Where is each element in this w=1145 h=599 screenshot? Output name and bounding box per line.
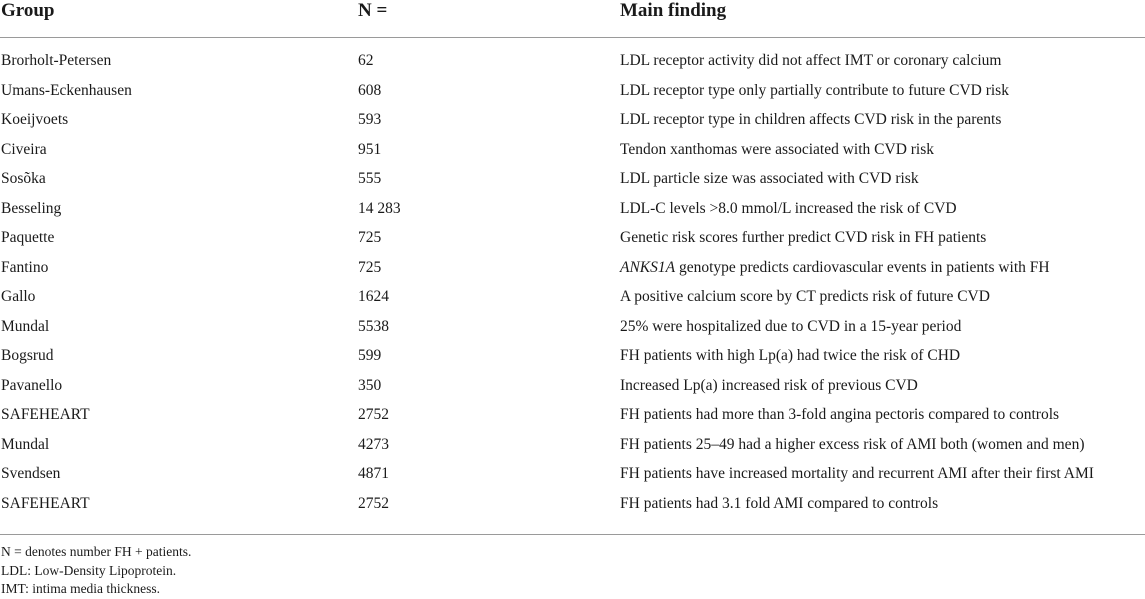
- table-row: [0, 405, 1145, 435]
- cell-n: 5538: [358, 317, 389, 335]
- table-footnotes: [1, 543, 191, 599]
- table-row: [0, 169, 1145, 199]
- cell-group: Svendsen: [1, 465, 61, 482]
- cell-group: Koeijvoets: [1, 111, 69, 128]
- table-header-row: [0, 0, 1145, 38]
- footnote-imt-definition: IMT: intima media thickness.: [1, 581, 161, 596]
- table-row: [0, 494, 1145, 520]
- cell-n: 62: [358, 52, 374, 69]
- finding-text: genotype predicts cardiovascular events in patients with FH: [675, 258, 1050, 276]
- cell-main-finding: LDL receptor type only partially contribute to future CVD risk: [620, 81, 1009, 99]
- cell-n: 725: [358, 229, 382, 246]
- cell-n: 608: [358, 81, 382, 99]
- cell-main-finding: LDL receptor activity did not affect IMT or coronary calcium: [620, 52, 1002, 69]
- table-row: [0, 317, 1145, 347]
- cell-main-finding: FH patients had 3.1 fold AMI compared to controls: [620, 494, 939, 512]
- cell-n: 4871: [358, 465, 389, 482]
- cell-main-finding: FH patients have increased mortality and recurrent AMI after their first AMI: [620, 465, 1094, 482]
- table-row: [0, 228, 1145, 258]
- cell-main-finding: Genetic risk scores further predict CVD risk in FH patients: [620, 229, 987, 246]
- table-spacer: [0, 38, 1145, 52]
- header-n: N =: [358, 0, 620, 38]
- cell-group: Mundal: [1, 435, 50, 453]
- cell-group: SAFEHEART: [1, 494, 90, 512]
- cell-n: 599: [358, 347, 382, 364]
- gene-name: ANKS1A: [620, 258, 676, 276]
- table-row: [0, 376, 1145, 406]
- table-row: [0, 346, 1145, 376]
- cell-main-finding: FH patients with high Lp(a) had twice the risk of CHD: [620, 347, 961, 364]
- cell-main-finding: LDL particle size was associated with CVD risk: [620, 170, 919, 187]
- cell-n: 1624: [358, 288, 389, 305]
- cell-main-finding: LDL-C levels >8.0 mmol/L increased the risk of CVD: [620, 199, 957, 217]
- cell-main-finding: FH patients 25–49 had a higher excess risk of AMI both (women and men): [620, 435, 1085, 453]
- table-row: [0, 435, 1145, 465]
- header-main-finding: Main finding: [620, 0, 1145, 38]
- cell-n: 350: [358, 376, 382, 394]
- cell-n: 555: [358, 170, 382, 187]
- cell-n: 4273: [358, 435, 389, 453]
- cell-main-finding: [620, 258, 1145, 288]
- table-row: [0, 199, 1145, 229]
- cell-main-finding: Tendon xanthomas were associated with CVD risk: [620, 140, 935, 158]
- table-bottom-rule: [0, 534, 1145, 535]
- table-row: [0, 464, 1145, 494]
- cell-n: 2752: [358, 494, 389, 512]
- cell-group: Bogsrud: [1, 347, 54, 364]
- footnote-ldl-definition: LDL: Low-Density Lipoprotein.: [1, 562, 177, 578]
- cell-n: 593: [358, 111, 382, 128]
- footnote-n-definition: N = denotes number FH + patients.: [1, 544, 192, 559]
- cell-main-finding: Increased Lp(a) increased risk of previous CVD: [620, 376, 918, 394]
- table-row: [0, 51, 1145, 81]
- cell-group: Pavanello: [1, 376, 63, 394]
- cell-group: Fantino: [1, 258, 49, 276]
- table-row: [0, 140, 1145, 170]
- cell-group: Paquette: [1, 229, 55, 246]
- cell-group: SAFEHEART: [1, 406, 90, 423]
- cell-n: 14 283: [358, 199, 401, 217]
- header-group: Group: [0, 0, 358, 38]
- cell-main-finding: A positive calcium score by CT predicts risk of future CVD: [620, 288, 990, 305]
- cell-n: 725: [358, 258, 382, 276]
- cell-n: 2752: [358, 406, 389, 423]
- table-row: [0, 258, 1145, 288]
- cell-group: Gallo: [1, 288, 36, 305]
- cell-main-finding: 25% were hospitalized due to CVD in a 15-year period: [620, 317, 962, 335]
- cell-n: 951: [358, 140, 382, 158]
- cell-group: Umans-Eckenhausen: [1, 81, 132, 99]
- cell-group: Civeira: [1, 140, 47, 158]
- cell-group: Mundal: [1, 317, 50, 335]
- cell-main-finding: FH patients had more than 3-fold angina pectoris compared to controls: [620, 406, 1060, 423]
- cell-group: Besseling: [1, 199, 62, 217]
- cell-main-finding: LDL receptor type in children affects CVD risk in the parents: [620, 111, 1002, 128]
- table-row: [0, 110, 1145, 140]
- table-row: [0, 81, 1145, 111]
- cell-group: Brorholt-Petersen: [1, 52, 112, 69]
- table-body: [0, 38, 1145, 520]
- cell-group: Sosõka: [1, 170, 46, 187]
- table-row: [0, 287, 1145, 317]
